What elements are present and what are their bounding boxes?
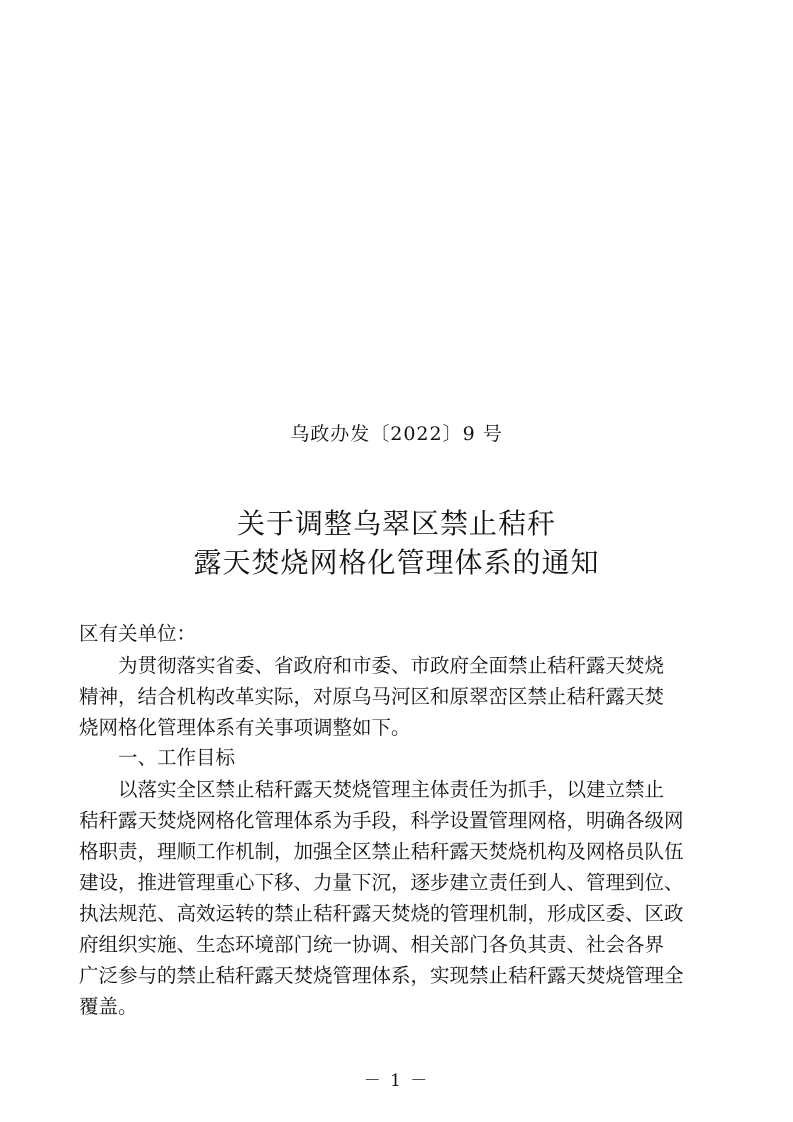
section-line: 广泛参与的禁止秸秆露天焚烧管理体系，实现禁止秸秆露天焚烧管理全 xyxy=(79,964,684,987)
section-line: 覆盖。 xyxy=(79,995,138,1018)
salutation: 区有关单位： xyxy=(79,622,197,645)
intro-line: 为贯彻落实省委、省政府和市委、市政府全面禁止秸秆露天焚烧 xyxy=(118,654,665,677)
section-heading: 一、工作目标 xyxy=(118,746,236,769)
section-line: 格职责，理顺工作机制，加强全区禁止秸秆露天焚烧机构及网格员队伍 xyxy=(79,840,684,863)
section-line: 建设，推进管理重心下移、力量下沉，逐步建立责任到人、管理到位、 xyxy=(79,871,684,894)
section-line: 执法规范、高效运转的禁止秸秆露天焚烧的管理机制，形成区委、区政 xyxy=(79,902,684,925)
document-title-line-2: 露天焚烧网格化管理体系的通知 xyxy=(193,546,600,579)
section-line: 以落实全区禁止秸秆露天焚烧管理主体责任为抓手，以建立禁止 xyxy=(118,778,665,801)
intro-line: 烧网格化管理体系有关事项调整如下。 xyxy=(79,716,411,739)
document-number: 乌政办发〔2022〕9 号 xyxy=(290,423,503,445)
page-number: － 1 － xyxy=(363,1071,430,1091)
document-title-line-1: 关于调整乌翠区禁止秸秆 xyxy=(236,507,556,540)
section-line: 秸秆露天焚烧网格化管理体系为手段，科学设置管理网格，明确各级网 xyxy=(79,809,684,832)
section-line: 府组织实施、生态环境部门统一协调、相关部门各负其责、社会各界 xyxy=(79,933,665,956)
intro-line: 精神，结合机构改革实际，对原乌马河区和原翠峦区禁止秸秆露天焚 xyxy=(79,685,665,708)
